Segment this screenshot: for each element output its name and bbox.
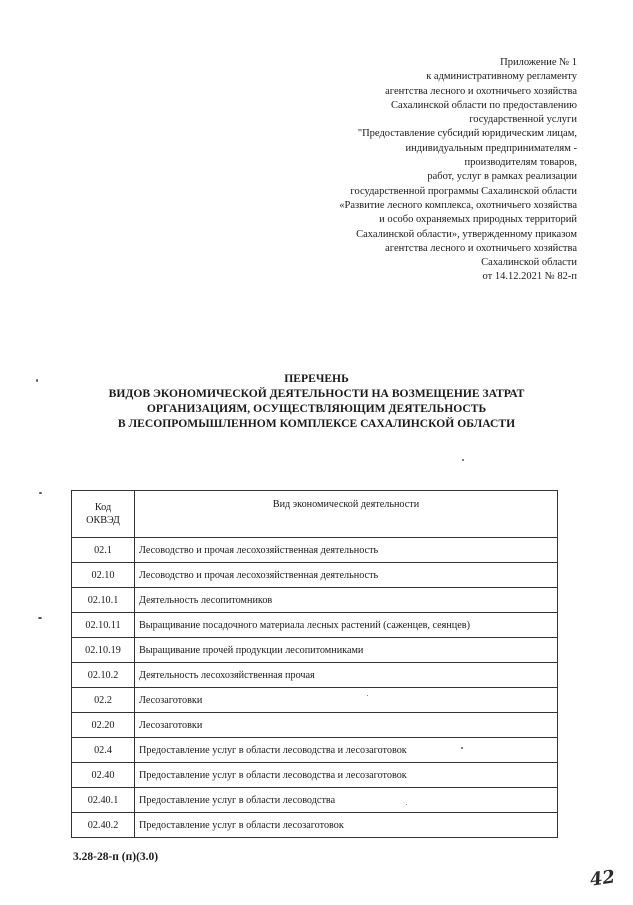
appendix-line: и особо охраняемых природных территорий — [379, 214, 577, 226]
table-row — [72, 563, 558, 588]
cell-name: Предоставление услуг в области лесоводства и лесозаготовок — [135, 738, 558, 763]
title-line: В ЛЕСОПРОМЫШЛЕННОМ КОМПЛЕКСЕ САХАЛИНСКОЙ ОБЛАСТИ — [117, 417, 516, 430]
table-row — [72, 638, 558, 663]
appendix-line: «Развитие лесного комплекса, охотничьего хозяйства — [339, 199, 577, 211]
document-code: 3.28-28-п (п)(3.0) — [73, 851, 159, 863]
appendix-line: агентства лесного и охотничьего хозяйства — [385, 242, 577, 254]
cell-name: Предоставление услуг в области лесозаготовок — [135, 813, 558, 838]
cell-name: Лесозаготовки — [135, 713, 558, 738]
cell-code: 02.20 — [72, 713, 135, 738]
cell-name: Лесозаготовки — [135, 688, 558, 713]
table-row — [72, 663, 558, 688]
cell-code: 02.2 — [72, 688, 135, 713]
scan-speck — [406, 804, 407, 805]
table-row — [72, 688, 558, 713]
appendix-note — [247, 56, 577, 285]
table-row — [72, 713, 558, 738]
table-row — [72, 738, 558, 763]
appendix-line: государственной программы Сахалинской области — [350, 185, 577, 197]
table-row — [72, 763, 558, 788]
cell-code: 02.4 — [72, 738, 135, 763]
cell-name: Предоставление услуг в области лесоводства — [135, 788, 558, 813]
appendix-line: к административному регламенту — [426, 71, 577, 83]
cell-code: 02.10.2 — [72, 663, 135, 688]
cell-name: Выращивание посадочного материала лесных растений (саженцев, сеянцев) — [135, 613, 558, 638]
scan-speck — [39, 492, 42, 494]
cell-code: 02.1 — [72, 538, 135, 563]
scan-speck — [462, 459, 464, 461]
cell-code: 02.10 — [72, 563, 135, 588]
scan-speck — [367, 695, 368, 696]
table-row — [72, 788, 558, 813]
header-code — [72, 491, 135, 538]
appendix-line: Сахалинской области — [481, 257, 577, 269]
cell-name: Предоставление услуг в области лесоводства и лесозаготовок — [135, 763, 558, 788]
document-title — [60, 371, 573, 431]
scan-speck — [38, 617, 42, 619]
cell-name: Выращивание прочей продукции лесопитомниками — [135, 638, 558, 663]
cell-code: 02.40 — [72, 763, 135, 788]
header-code-line: Код — [94, 502, 112, 513]
cell-name: Лесоводство и прочая лесохозяйственная деятельность — [135, 538, 558, 563]
appendix-line: агентства лесного и охотничьего хозяйства — [385, 85, 577, 97]
table-row — [72, 613, 558, 638]
header-code-line: ОКВЭД — [86, 515, 120, 526]
table-row — [72, 813, 558, 838]
title-line: ОРГАНИЗАЦИЯМ, ОСУЩЕСТВЛЯЮЩИМ ДЕЯТЕЛЬНОСТЬ — [146, 402, 487, 415]
cell-name: Деятельность лесопитомников — [135, 588, 558, 613]
appendix-line: работ, услуг в рамках реализации — [427, 171, 577, 183]
cell-code: 02.40.2 — [72, 813, 135, 838]
title-line: ВИДОВ ЭКОНОМИЧЕСКОЙ ДЕЯТЕЛЬНОСТИ НА ВОЗМЕЩЕНИЕ ЗАТРАТ — [108, 387, 525, 400]
appendix-line: Сахалинской области по предоставлению — [390, 99, 577, 111]
okved-table — [71, 490, 558, 838]
cell-code: 02.10.11 — [72, 613, 135, 638]
appendix-line: государственной услуги — [469, 114, 577, 126]
cell-code: 02.40.1 — [72, 788, 135, 813]
cell-name: Деятельность лесохозяйственная прочая — [135, 663, 558, 688]
table-row — [72, 588, 558, 613]
cell-name: Лесоводство и прочая лесохозяйственная деятельность — [135, 563, 558, 588]
title-line: ПЕРЕЧЕНЬ — [284, 372, 349, 385]
header-name: Вид экономической деятельности — [135, 491, 558, 538]
cell-code: 02.10.1 — [72, 588, 135, 613]
appendix-line: индивидуальным предпринимателям - — [405, 142, 577, 154]
cell-code: 02.10.19 — [72, 638, 135, 663]
scan-speck — [461, 747, 463, 749]
appendix-line: от 14.12.2021 № 82-п — [482, 271, 577, 283]
scan-speck — [36, 379, 38, 382]
appendix-line: производителям товаров, — [464, 157, 577, 169]
handwritten-page-number: 42 — [588, 866, 617, 891]
table-row — [72, 538, 558, 563]
appendix-line: Сахалинской области», утвержденному приказом — [356, 228, 577, 240]
table-header-row — [72, 491, 558, 538]
appendix-line: "Предоставление субсидий юридическим лицам, — [357, 128, 577, 140]
appendix-line: Приложение № 1 — [500, 57, 577, 68]
